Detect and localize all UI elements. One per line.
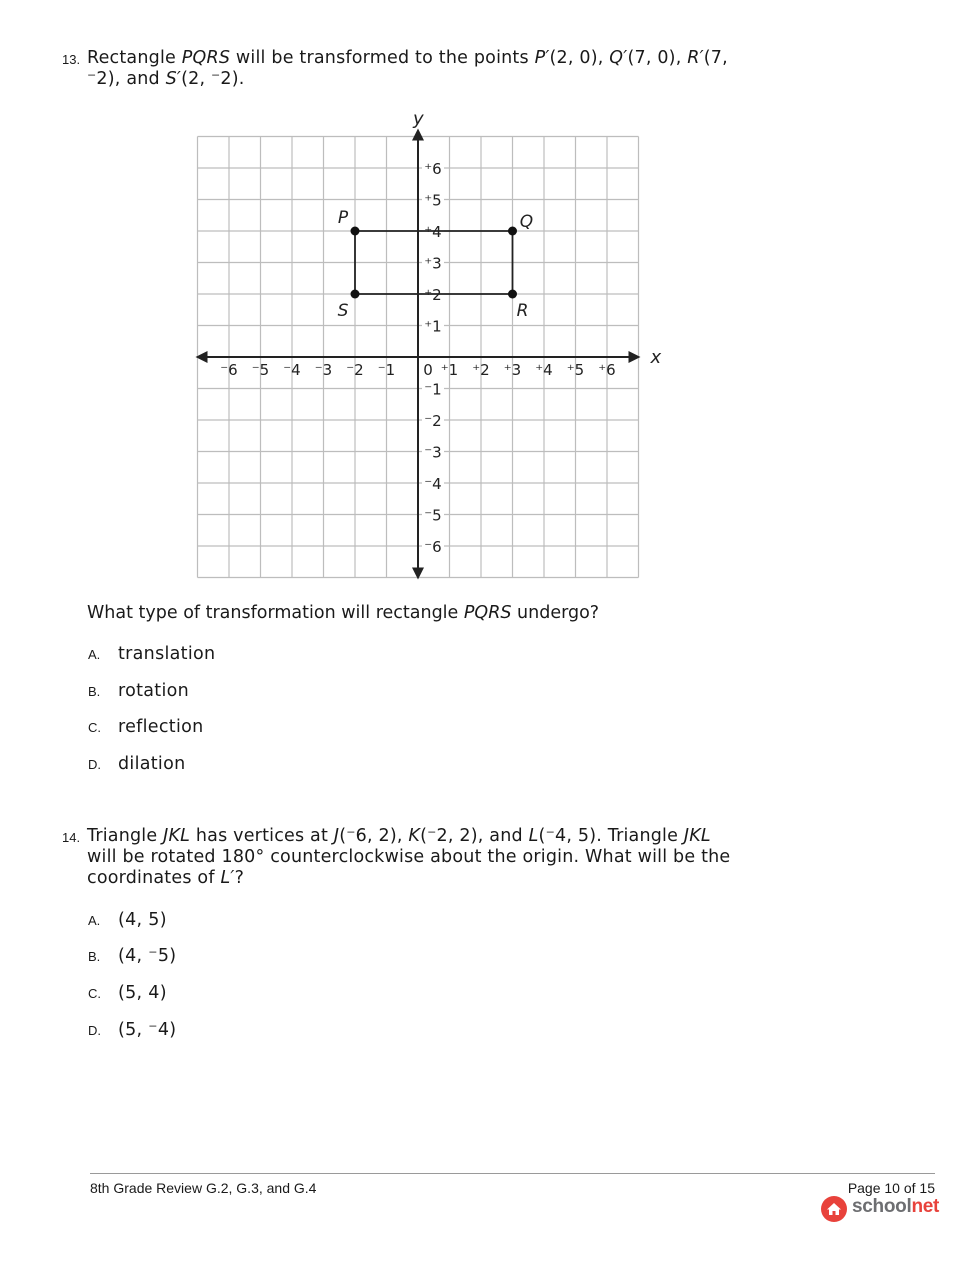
x-tick-label: ⁺6 <box>598 361 616 379</box>
vertex-label-s: S <box>337 301 349 321</box>
y-tick-label: ⁺6 <box>424 160 442 178</box>
vertex-point-q <box>508 227 517 236</box>
y-tick-label: ⁻1 <box>424 380 442 399</box>
choice-text: reflection <box>118 717 204 737</box>
choice-letter: B. <box>88 949 101 964</box>
choice-letter: A. <box>88 913 101 928</box>
choice-letter: A. <box>88 647 101 662</box>
question-13 <box>62 48 782 90</box>
logo-wordmark: schoolnet <box>852 1196 940 1217</box>
x-tick-label: ⁻3 <box>314 361 333 379</box>
y-tick-label: ⁺2 <box>424 286 442 304</box>
x-tick-label: ⁻6 <box>220 361 238 379</box>
choice-text: rotation <box>118 681 190 701</box>
choice-letter: C. <box>88 720 101 735</box>
x-tick-label: ⁺2 <box>472 361 490 379</box>
choice-text: (4, ⁻5) <box>118 946 177 966</box>
choice-letter: D. <box>88 1023 101 1038</box>
x-tick-label: ⁻2 <box>346 361 364 379</box>
x-tick-label: ⁺5 <box>566 361 585 379</box>
question-stem: Triangle JKL has vertices at J(⁻6, 2), K(⁻2, 2), and L(⁻4, 5). Triangle JKL will be rotated 180° counterclockwise about the origin. What will be the coordinates of L′? <box>87 826 731 888</box>
house-icon <box>820 1195 848 1223</box>
coordinate-graph <box>190 108 660 583</box>
choice-text: (4, 5) <box>118 910 167 930</box>
y-tick-label: ⁺3 <box>424 254 442 273</box>
vertex-label-r: R <box>516 301 529 321</box>
choice-text: dilation <box>118 754 186 774</box>
choice-text: translation <box>118 644 216 664</box>
x-tick-label: ⁺1 <box>440 361 459 379</box>
y-tick-label: ⁺4 <box>424 223 442 241</box>
question-number: 14. <box>62 830 81 845</box>
y-tick-label: ⁺5 <box>424 191 442 210</box>
y-axis-arrow-up <box>412 129 424 141</box>
x-tick-label: ⁺3 <box>503 361 522 379</box>
choice-text: (5, 4) <box>118 983 167 1003</box>
choice-letter: D. <box>88 757 101 772</box>
vertex-point-p <box>351 227 360 236</box>
schoolnet-logo <box>820 1195 940 1223</box>
y-axis-label: y <box>413 108 424 130</box>
vertex-label-q: Q <box>519 212 534 232</box>
vertex-label-p: P <box>337 208 349 228</box>
x-tick-label: ⁺4 <box>535 361 553 379</box>
x-axis-label: x <box>650 347 662 368</box>
y-tick-label: ⁻3 <box>424 443 442 462</box>
y-tick-label: ⁺1 <box>424 317 442 336</box>
footer-divider <box>90 1173 935 1174</box>
page-number: Page 10 of 15 <box>847 1180 935 1196</box>
y-tick-label: ⁻6 <box>424 538 442 556</box>
question-number: 13. <box>62 52 81 67</box>
y-tick-label: ⁻4 <box>424 475 442 493</box>
x-tick-label: 0 <box>423 361 433 379</box>
footer-title: 8th Grade Review G.2, G.3, and G.4 <box>90 1180 317 1196</box>
x-tick-label: ⁻1 <box>377 361 396 379</box>
x-tick-label: ⁻4 <box>283 361 301 379</box>
y-tick-label: ⁻5 <box>424 506 442 525</box>
choice-letter: B. <box>88 684 101 699</box>
question-stem: Rectangle PQRS will be transformed to the points P′(2, 0), Q′(7, 0), R′(7, ⁻2), and S′(2, ⁻2). <box>87 48 728 89</box>
choice-text: (5, ⁻4) <box>118 1020 177 1040</box>
vertex-point-r <box>508 290 517 299</box>
choice-letter: C. <box>88 986 101 1001</box>
vertex-point-s <box>351 290 360 299</box>
question-14 <box>62 826 782 889</box>
x-tick-label: ⁻5 <box>251 361 270 379</box>
question-13-prompt: What type of transformation will rectangle PQRS undergo? <box>87 603 600 623</box>
y-tick-label: ⁻2 <box>424 412 442 430</box>
